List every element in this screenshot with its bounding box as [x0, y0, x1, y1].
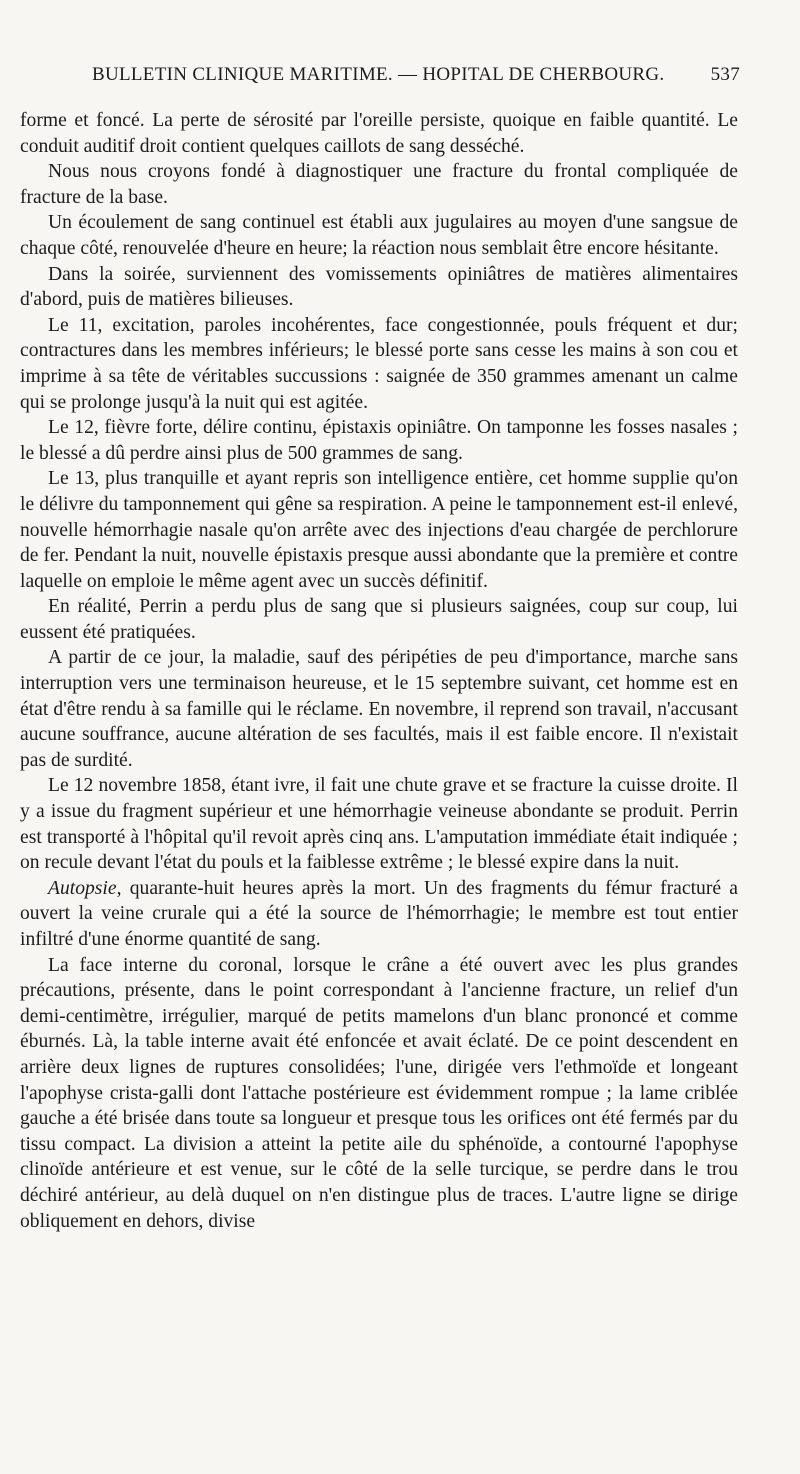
- running-header: [92, 64, 740, 92]
- autopsy-paragraph: [20, 876, 738, 953]
- paragraph: Le 11, excitation, paroles incohérentes, face congestionnée, pouls fréquent et dur; contractures dans les membres inférieurs; le blessé porte sans cesse les mains à son cou et imprime à sa tête de véritables succussions : saignée de 350 grammes amenant un calme qui se prolonge jusqu'à la nuit qui est agitée.: [20, 314, 738, 413]
- paragraph: Le 12 novembre 1858, étant ivre, il fait une chute grave et se fracture la cuisse droite. Il y a issue du fragment supérieur et une hémorrhagie veineuse abondante se produit. Perrin est transporté à l'hôpital qu'il revoit après cinq ans. L'amputation immédiate était indiquée ; on recule devant l'état du pouls et la faiblesse extrême ; le blessé expire dans la nuit.: [20, 775, 738, 874]
- closing-paragraph: La face interne du coronal, lorsque le crâne a été ouvert avec les plus grandes précautions, présente, dans le point correspondant à l'ancienne fracture, un relief d'un demi-centimètre, irrégulier, marqué de petits mamelons d'un blanc prononcé et comme éburnés. Là, la table interne avait été enfoncée et avait éclaté. De ce point descendent en arrière deux lignes de ruptures consolidées; l'une, dirigée vers l'ethmoïde et longeant l'apophyse crista-galli dont l'attache postérieure est évidemment rompue ; la lame criblée gauche a été brisée dans toute sa longueur et presque tous les orifices ont été fermés par du tissu compact. La division a atteint la petite aile du sphénoïde, a contourné l'apophyse clinoïde antérieure et est venue, sur le côté de la selle turcique, se perdre dans le trou déchiré antérieur, au delà duquel on n'en distingue plus de traces. L'autre ligne se dirige obliquement en dehors, divise: [20, 954, 738, 1232]
- body-text: [20, 108, 738, 1234]
- paragraph: A partir de ce jour, la maladie, sauf des péripéties de peu d'importance, marche sans interruption vers une terminaison heureuse, et le 15 septembre suivant, cet homme est en état d'être rendu à sa famille qui le réclame. En novembre, il reprend son travail, n'accusant aucune souffrance, aucune altération de ses facultés, mais il est faible encore. Il n'existait pas de surdité.: [20, 647, 738, 771]
- paragraph: Dans la soirée, surviennent des vomissements opiniâtres de matières alimentaires d'abord, puis de matières bilieuses.: [20, 263, 738, 311]
- autopsy-label: Autopsie,: [48, 877, 122, 899]
- paragraph: forme et foncé. La perte de sérosité par l'oreille persiste, quoique en faible quantité. Le conduit auditif droit contient quelques caillots de sang desséché.: [20, 110, 738, 157]
- paragraph: Un écoulement de sang continuel est établi aux jugulaires au moyen d'une sangsue de chaque côté, renouvelée d'heure en heure; la réaction nous semblait être encore hésitante.: [20, 212, 738, 259]
- paragraph: Nous nous croyons fondé à diagnostiquer une fracture du frontal compliquée de fracture de la base.: [20, 161, 738, 208]
- page-number: 537: [710, 64, 740, 85]
- running-title: BULLETIN CLINIQUE MARITIME. — HOPITAL DE CHERBOURG.: [92, 64, 665, 85]
- autopsy-text: quarante-huit heures après la mort. Un des fragments du fémur fracturé a ouvert la veine crurale qui a été la source de l'hémorrhagie; le membre est tout entier infiltré d'une énorme quantité de sang.: [20, 877, 738, 950]
- paragraph: En réalité, Perrin a perdu plus de sang que si plusieurs saignées, coup sur coup, lui eussent été pratiquées.: [20, 596, 738, 643]
- paragraph: Le 12, fièvre forte, délire continu, épistaxis opiniâtre. On tamponne les fosses nasales ; le blessé a dû perdre ainsi plus de 500 grammes de sang.: [20, 417, 738, 464]
- paragraph: Le 13, plus tranquille et ayant repris son intelligence entière, cet homme supplie qu'on le délivre du tamponnement qui gêne sa respiration. A peine le tamponnement est-il enlevé, nouvelle hémorrhagie nasale qu'on arrête avec des injections d'eau chargée de perchlorure de fer. Pendant la nuit, nouvelle épistaxis presque aussi abondante que la première et contre laquelle on emploie le même agent avec un succès définitif.: [20, 468, 738, 592]
